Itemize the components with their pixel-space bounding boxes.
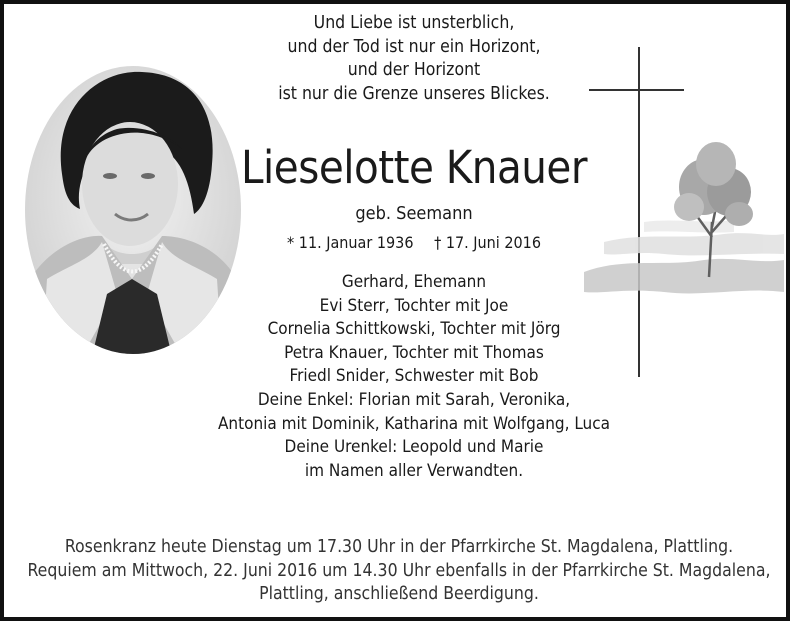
service-info — [4, 536, 790, 607]
service-line: Requiem am Mittwoch, 22. Juni 2016 um 14.30 Uhr ebenfalls in der Pfarrkirche St. Magdalena, — [27, 560, 771, 581]
mourners-list — [44, 271, 784, 483]
mourner-line: Gerhard, Ehemann — [341, 272, 487, 292]
service-line: Rosenkranz heute Dienstag um 17.30 Uhr in der Pfarrkirche St. Magdalena, Plattling. — [64, 537, 734, 557]
deceased-name: Lieselotte Knauer — [241, 141, 587, 194]
poem-line: ist nur die Grenze unseres Blickes. — [278, 83, 550, 104]
mourner-line: Deine Urenkel: Leopold und Marie — [284, 437, 544, 458]
mourner-line: im Namen aller Verwandten. — [304, 460, 524, 481]
maiden-name: geb. Seemann — [355, 203, 473, 224]
service-line: Plattling, anschließend Beerdigung. — [259, 584, 539, 605]
death-date: † 17. Juni 2016 — [434, 233, 541, 252]
mourner-line: Antonia mit Dominik, Katharina mit Wolfgang, Luca — [217, 413, 611, 434]
life-dates — [44, 231, 784, 255]
poem-line: und der Tod ist nur ein Horizont, — [287, 36, 541, 57]
poem-line: Und Liebe ist unsterblich, — [313, 13, 515, 33]
mourner-line: Deine Enkel: Florian mit Sarah, Veronika, — [257, 389, 571, 410]
memorial-poem — [44, 12, 784, 106]
mourner-line: Cornelia Schittkowski, Tochter mit Jörg — [267, 319, 561, 340]
mourner-line: Evi Sterr, Tochter mit Joe — [319, 295, 509, 316]
mourner-line: Petra Knauer, Tochter mit Thomas — [284, 342, 544, 363]
birth-date: * 11. Januar 1936 — [287, 233, 414, 252]
mourner-line: Friedl Snider, Schwester mit Bob — [289, 366, 539, 387]
poem-line: und der Horizont — [347, 60, 481, 80]
